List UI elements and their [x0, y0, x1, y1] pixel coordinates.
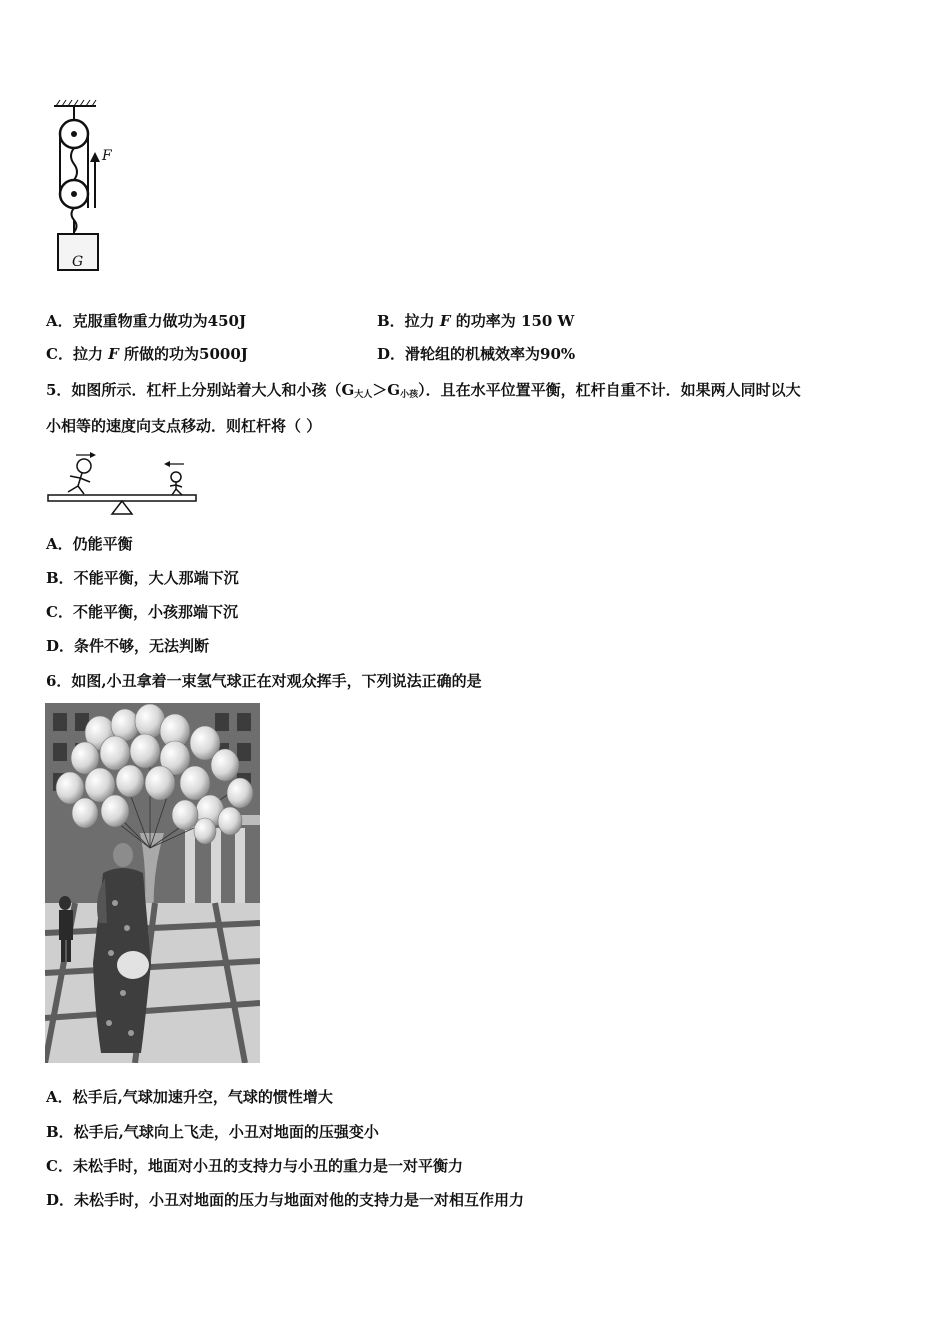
clown-balloon-photo — [45, 703, 260, 1063]
q5-sub-adult: 大人 — [354, 390, 373, 400]
q5-option-b[interactable]: B．不能平衡，大人那端下沉 — [46, 569, 239, 587]
q4-option-c[interactable] — [46, 344, 248, 364]
q5-stem-line2: 小相等的速度向支点移动．则杠杆将（ ） — [46, 417, 322, 435]
q4-option-c-suffix: 所做的功为5000J — [118, 345, 248, 363]
q4-option-c-var: F — [108, 345, 119, 363]
q5-stem-part2: ）．且在水平位置平衡，杠杆自重不计．如果两人同时以大 — [418, 381, 801, 399]
q6-option-d[interactable]: D．未松手时，小丑对地面的压力与地面对他的支持力是一对相互作用力 — [46, 1191, 525, 1209]
q5-sub-child: 小孩 — [400, 390, 419, 400]
q4-option-b-var: F — [439, 312, 451, 330]
q5-gt: ＞G — [372, 381, 401, 399]
pulley-figure — [40, 98, 150, 278]
q5-stem-part1: 5．如图所示．杠杆上分别站着大人和小孩（G — [46, 381, 355, 399]
q5-stem-line1 — [46, 380, 801, 405]
q5-option-c[interactable]: C．不能平衡，小孩那端下沉 — [46, 603, 238, 621]
q4-option-c-prefix: C．拉力 — [46, 345, 109, 363]
q4-option-b[interactable] — [377, 311, 574, 331]
lever-figure — [44, 450, 200, 518]
q5-option-a[interactable]: A．仍能平衡 — [46, 535, 133, 553]
q4-option-d[interactable]: D．滑轮组的机械效率为90% — [377, 345, 576, 363]
q4-option-b-prefix: B．拉力 — [377, 312, 440, 330]
q6-option-c[interactable]: C．未松手时，地面对小丑的支持力与小丑的重力是一对平衡力 — [46, 1157, 463, 1175]
q5-option-d[interactable]: D．条件不够，无法判断 — [46, 637, 210, 655]
q4-option-a[interactable]: A．克服重物重力做功为450J — [46, 312, 247, 330]
q6-option-b[interactable]: B．松手后,气球向上飞走，小丑对地面的压强变小 — [46, 1123, 379, 1141]
force-label: F — [102, 148, 112, 164]
q6-stem: 6．如图,小丑拿着一束氢气球正在对观众挥手，下列说法正确的是 — [46, 672, 482, 690]
weight-label: G — [72, 254, 84, 270]
q4-option-b-suffix: 的功率为 150 W — [450, 312, 575, 330]
q6-option-a[interactable]: A．松手后,气球加速升空，气球的惯性增大 — [46, 1088, 333, 1106]
